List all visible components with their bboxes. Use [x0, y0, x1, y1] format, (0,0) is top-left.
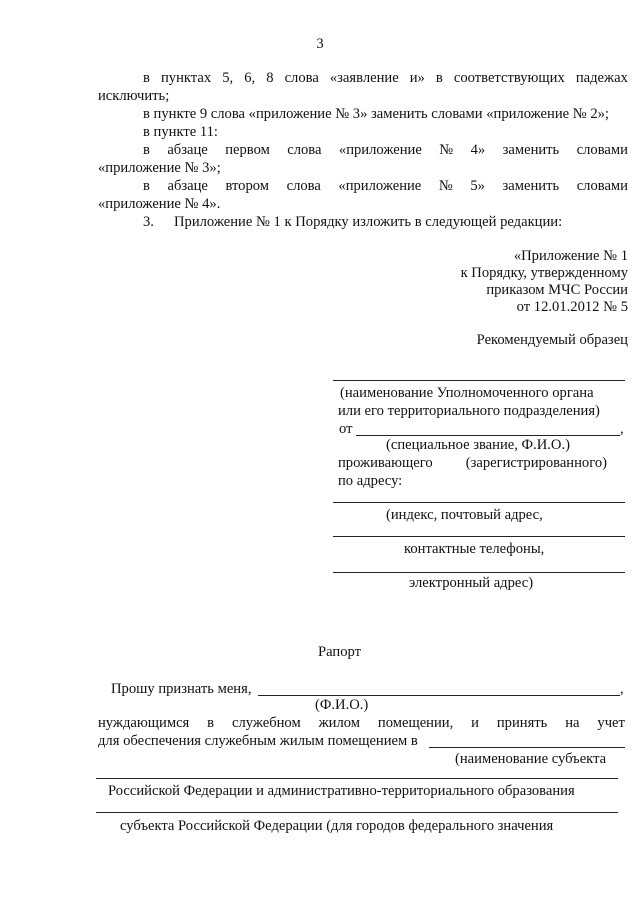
appendix-header-line-1: «Приложение № 1 — [513, 248, 628, 264]
from-line — [356, 435, 620, 436]
word: (зарегистрированного) — [465, 455, 607, 471]
word: на — [565, 715, 580, 731]
word: падежах — [575, 70, 628, 86]
item-number: 3. — [143, 214, 154, 230]
word: в — [207, 715, 215, 731]
item-text: Приложение № 1 к Порядку изложить в следующей редакции: — [174, 214, 563, 230]
phones-hint: контактные телефоны, — [404, 541, 545, 557]
subject-line — [429, 747, 625, 748]
word: «приложение — [338, 142, 422, 158]
amendment-line-4: в пункте 11: — [143, 124, 218, 140]
authority-hint-1: (наименование Уполномоченного органа — [340, 385, 594, 401]
word: «заявление — [329, 70, 399, 86]
word: служебном — [231, 715, 301, 731]
word: словами — [576, 178, 628, 194]
word: словами — [576, 142, 628, 158]
federation-line: Российской Федерации и административно-территориального образования — [108, 783, 575, 799]
amendment-line-1 — [143, 71, 628, 86]
federal-city-blank-line — [96, 812, 618, 813]
address-line-3 — [333, 572, 625, 573]
fio-hint: (Ф.И.О.) — [315, 697, 369, 713]
request-line-end: , — [620, 681, 624, 697]
provision-text: для обеспечения служебным жилым помещением в — [98, 733, 418, 749]
appendix-header-line-3: приказом МЧС России — [486, 282, 628, 298]
word: учет — [597, 715, 625, 731]
word: заменить — [502, 178, 560, 194]
page-number: 3 — [316, 36, 324, 52]
word: в — [435, 70, 443, 86]
word: слова — [286, 178, 321, 194]
appendix-header-line-4: от 12.01.2012 № 5 — [516, 299, 628, 315]
word: слова — [287, 142, 322, 158]
word: абзаце — [167, 142, 208, 158]
word: соответствующих — [453, 70, 565, 86]
amendment-line-5 — [143, 143, 628, 158]
word: принять — [496, 715, 548, 731]
from-label: от — [339, 421, 353, 437]
amendment-line-3: в пункте 9 слова «приложение № 3» заменить словами «приложение № 2»; — [143, 106, 609, 122]
word: слова — [284, 70, 319, 86]
address-line-2 — [333, 536, 625, 537]
word: 5» — [470, 178, 485, 194]
amendment-line-8: «приложение № 4». — [98, 196, 221, 212]
residence-line — [338, 456, 607, 471]
word: жилом — [318, 715, 361, 731]
fio-line — [258, 695, 620, 696]
rank-hint: (специальное звание, Ф.И.О.) — [386, 437, 570, 453]
amendment-line-2: исключить; — [98, 88, 170, 104]
word: абзаце — [167, 178, 208, 194]
address-line-1 — [333, 502, 625, 503]
authority-hint-2: или его территориального подразделения) — [338, 403, 600, 419]
word: помещении, — [377, 715, 454, 731]
authority-name-line — [333, 380, 625, 381]
federation-blank-line — [96, 778, 618, 779]
word: 4» — [470, 142, 486, 158]
word: 8 — [266, 70, 274, 86]
subject-hint: (наименование субъекта — [455, 751, 607, 767]
address-label: по адресу: — [338, 473, 403, 489]
federal-city-line: субъекта Российской Федерации (для городов федерального значения — [120, 818, 554, 834]
email-hint: электронный адрес) — [409, 575, 534, 591]
word: № — [439, 142, 454, 158]
word: и» — [409, 70, 425, 86]
word: № — [438, 178, 453, 194]
word: первом — [225, 142, 270, 158]
word: в — [143, 142, 150, 158]
address-hint: (индекс, почтовый адрес, — [386, 507, 543, 523]
word: и — [471, 715, 479, 731]
word: 6, — [244, 70, 256, 86]
word: пунктах — [160, 70, 212, 86]
amendment-line-7 — [143, 179, 628, 194]
appendix-header-line-2: к Порядку, утвержденному — [460, 265, 628, 281]
needy-line — [98, 716, 625, 731]
sample-label: Рекомендуемый образец — [476, 332, 628, 348]
word: в — [143, 178, 150, 194]
word: втором — [225, 178, 270, 194]
word: 5, — [222, 70, 234, 86]
word: в — [143, 70, 150, 86]
amendment-line-6: «приложение № 3»; — [98, 160, 221, 176]
request-text: Прошу признать меня, — [111, 681, 252, 697]
word: нуждающимся — [98, 715, 190, 731]
word: проживающего — [338, 455, 433, 471]
word: заменить — [502, 142, 560, 158]
word: «приложение — [338, 178, 422, 194]
from-line-end: , — [620, 421, 624, 437]
report-title: Рапорт — [318, 644, 361, 660]
